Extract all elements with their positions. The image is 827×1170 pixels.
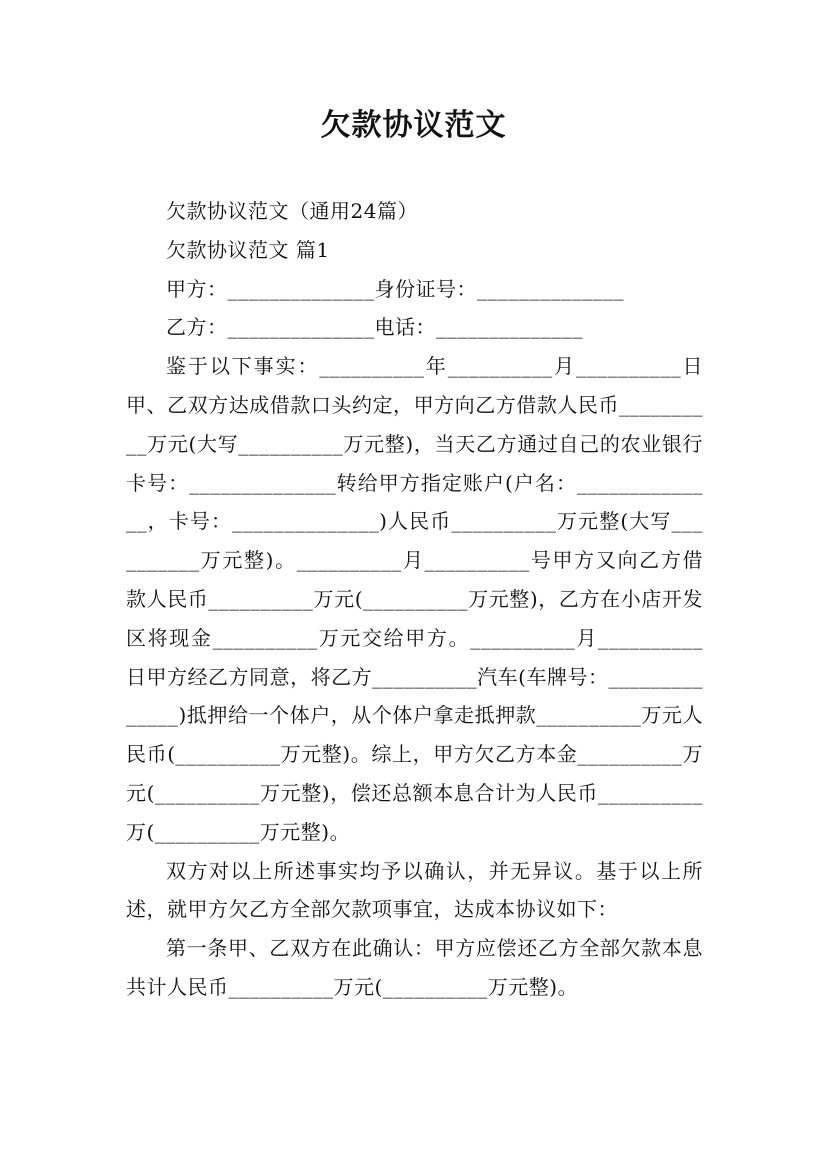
- paragraph-party-a: 甲方：______________身份证号：______________: [166, 276, 624, 301]
- paragraph-confirmation: 双方对以上所述事实均予以确认，并无异议。基于以上所述，就甲方欠乙方全部欠款项事宜，达成本协议如下：: [126, 858, 703, 922]
- paragraph-party-b: 乙方：______________电话：______________: [166, 315, 583, 340]
- paragraph-subtitle: 欠款协议范文（通用24篇）: [166, 199, 418, 223]
- paragraph-section-heading: 欠款协议范文 篇1: [166, 237, 330, 262]
- document-body: [126, 192, 703, 1007]
- paragraph-facts: 鉴于以下事实：__________年__________月__________日甲、乙双方达成借款口头约定，甲方向乙方借款人民币__________万元(大写__________万元整)，当天乙方通过自己的农业银行卡号：______________转给甲方指定账户(户名：______________，卡号：______________)人民币__________万元整(大写__________万元整)。__________月__________号甲方又向乙方借款人民币__________万元(__________万元整)，乙方在小店开发区将现金__________万元交给甲方。__________月__________日甲方经乙方同意，将乙方__________汽车(车牌号：______________)抵押给一个体户，从个体户拿走抵押款__________万元人民币(__________万元整)。综上，甲方欠乙方本金__________万元(__________万元整)，偿还总额本息合计为人民币__________万(__________万元整)。: [126, 354, 703, 844]
- document-title: 欠款协议范文: [320, 108, 507, 143]
- paragraph-article-1: 第一条甲、乙双方在此确认：甲方应偿还乙方全部欠款本息共计人民币__________万元(__________万元整)。: [126, 936, 703, 999]
